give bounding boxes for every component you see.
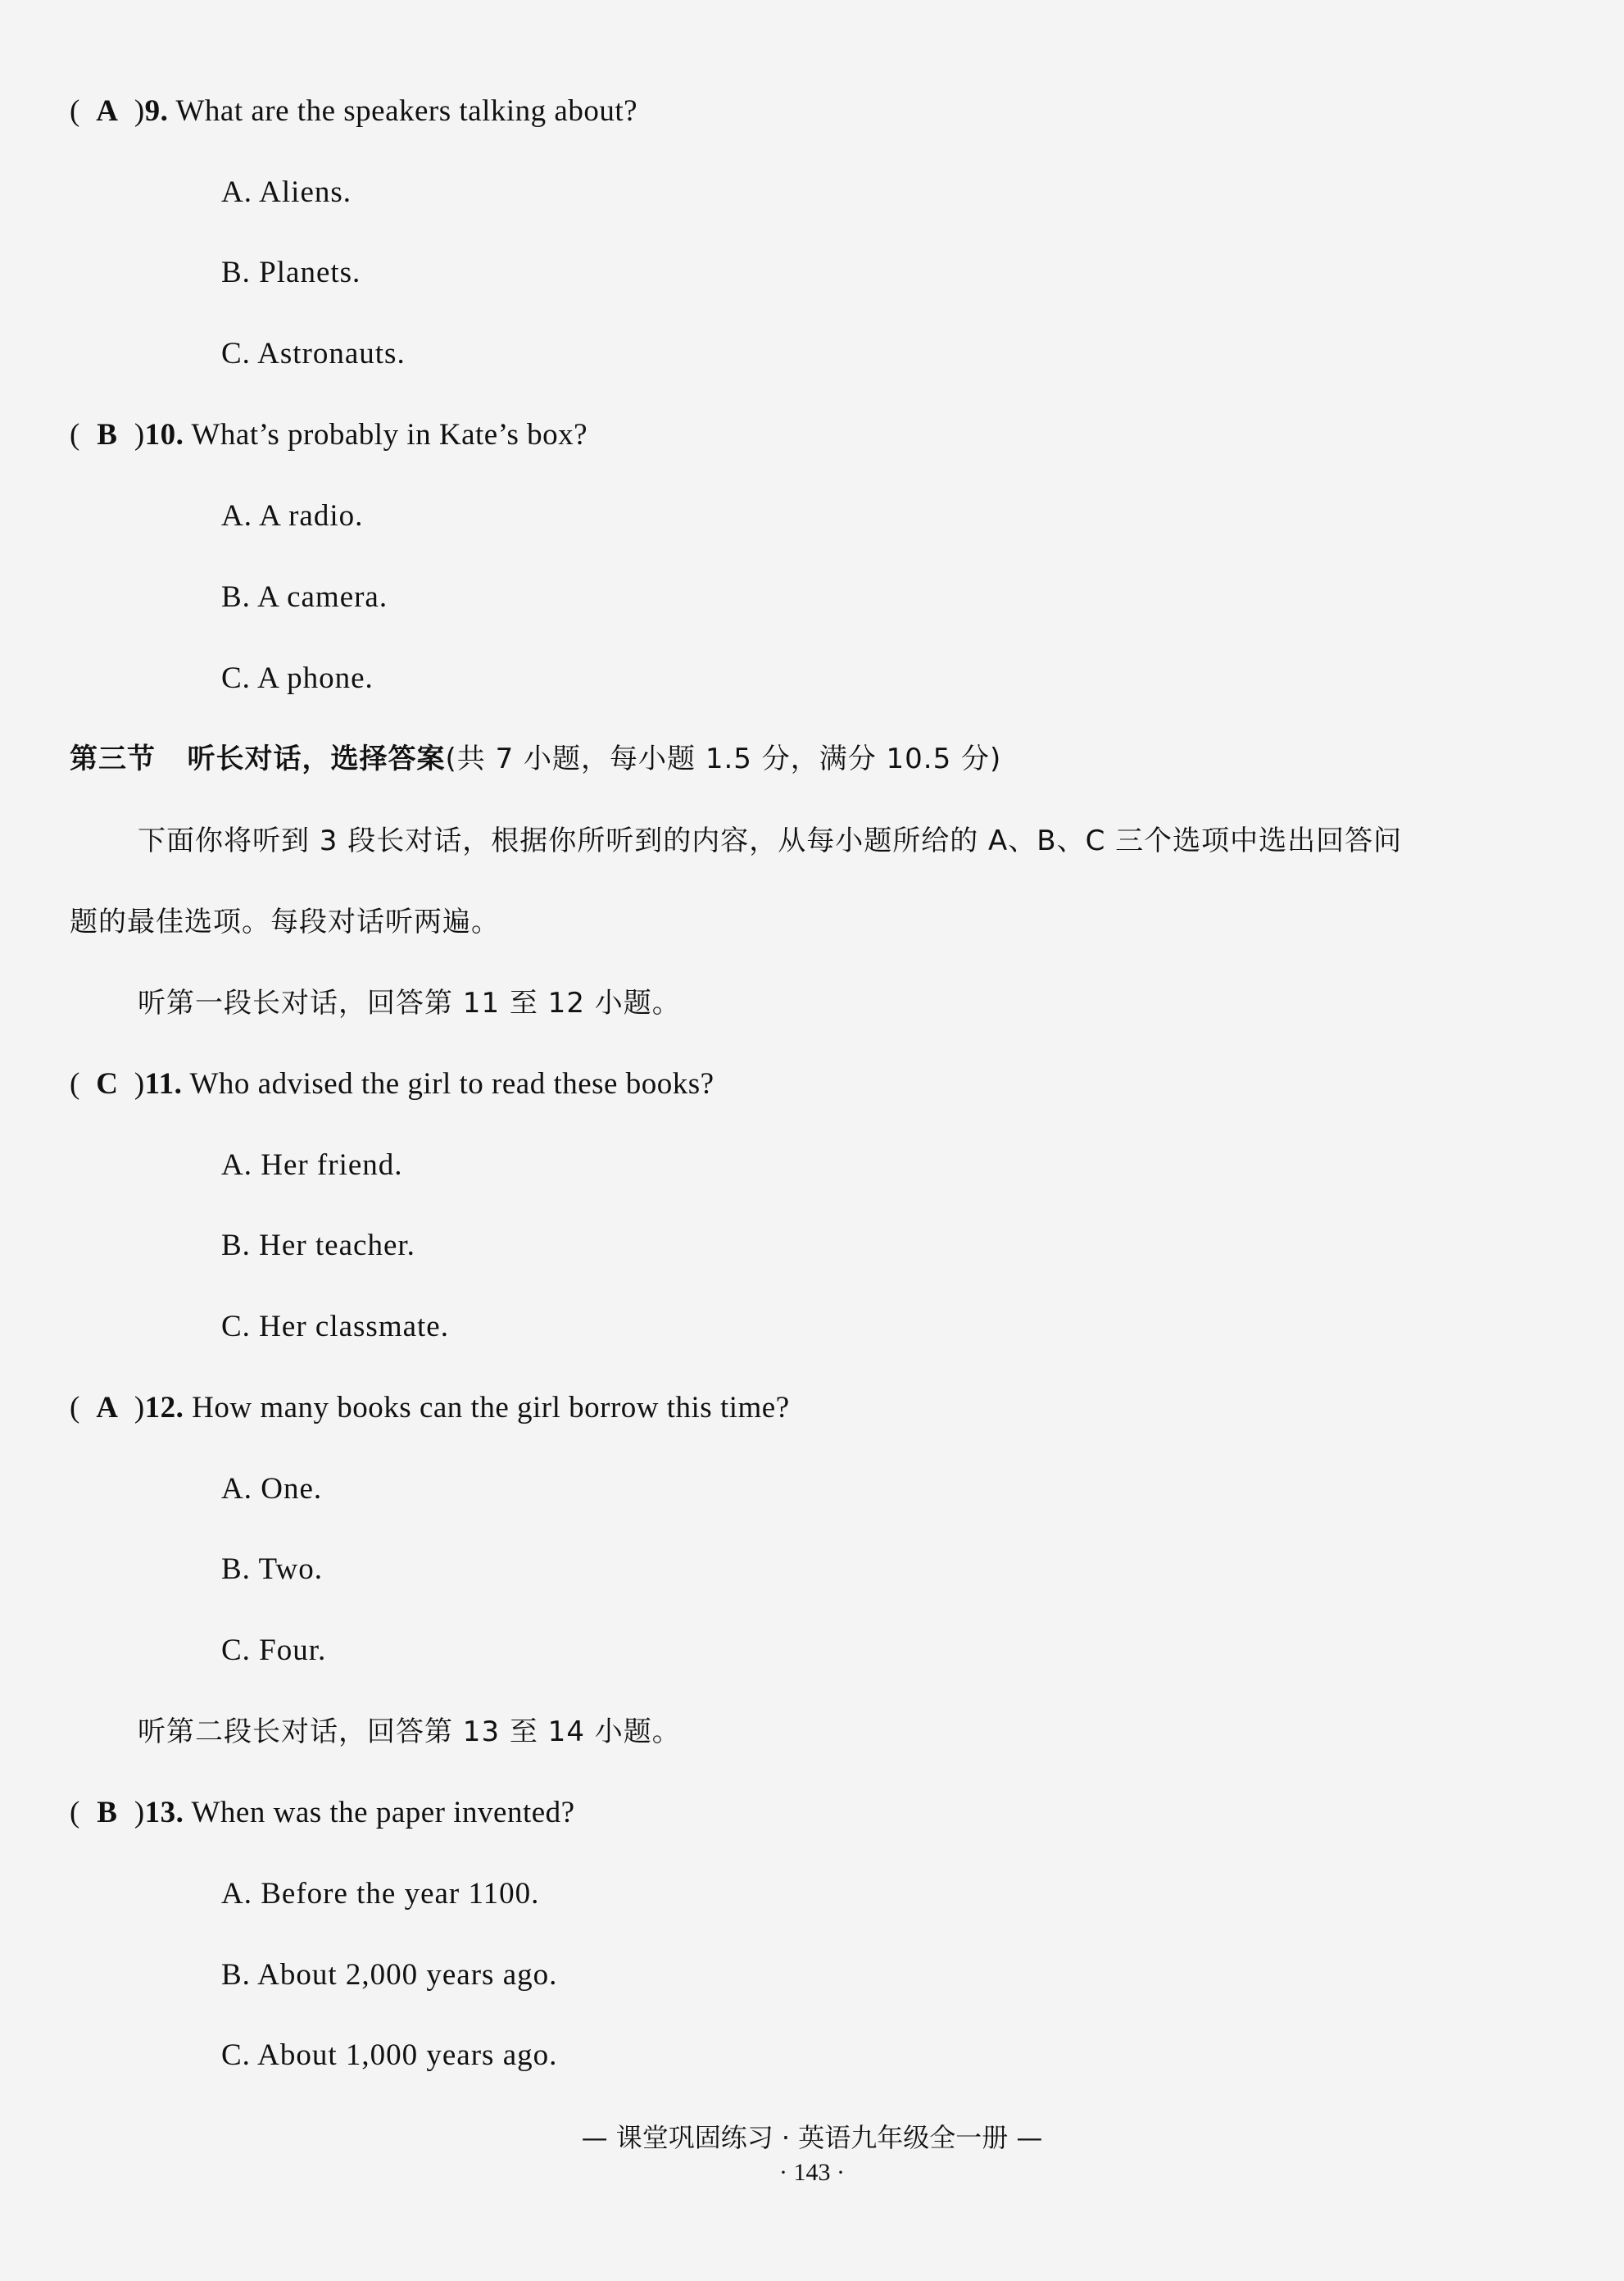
option-b: B. Her teacher.	[221, 1229, 415, 1262]
question-text: What are the speakers talking about?	[175, 94, 638, 128]
footer-book-title: — 课堂巩固练习 · 英语九年级全一册 —	[581, 2122, 1043, 2153]
answer-paren: (	[70, 94, 80, 128]
question-text: When was the paper invented?	[191, 1796, 575, 1829]
section-label: 第三节	[70, 743, 156, 775]
answer-paren: (	[70, 418, 80, 452]
section-heading	[70, 740, 1001, 778]
answer-paren: (	[70, 1796, 80, 1829]
question-9	[70, 93, 637, 130]
option-b: B. About 2,000 years ago.	[221, 1958, 558, 1992]
answer-letter: C	[96, 1067, 119, 1101]
question-number: 9.	[144, 94, 169, 128]
section-detail: (共 7 小题，每小题 1.5 分，满分 10.5 分)	[445, 743, 1002, 775]
option-c: C. A phone.	[221, 661, 374, 695]
question-number: 10.	[144, 418, 184, 452]
option-b: B. Two.	[221, 1552, 323, 1586]
answer-paren-close: )	[134, 94, 145, 128]
dialogue-2-note: 听第二段长对话，回答第 13 至 14 小题。	[138, 1715, 681, 1748]
answer-letter: A	[96, 1391, 119, 1424]
question-number: 13.	[144, 1796, 184, 1829]
dialogue-1-note: 听第一段长对话，回答第 11 至 12 小题。	[138, 987, 681, 1020]
option-b: B. A camera.	[221, 580, 388, 614]
option-c: C. Four.	[221, 1634, 327, 1667]
question-number: 11.	[144, 1067, 183, 1101]
section-title: 听长对话，选择答案	[187, 743, 446, 775]
answer-paren-close: )	[134, 418, 145, 452]
option-a: A. Her friend.	[221, 1148, 403, 1182]
option-c: C. About 1,000 years ago.	[221, 2038, 558, 2072]
answer-letter: B	[97, 1796, 118, 1829]
question-text: How many books can the girl borrow this time?	[192, 1391, 790, 1424]
section-instructions-line1: 下面你将听到 3 段长对话，根据你所听到的内容，从每小题所给的 A、B、C 三个选项中选出回答问	[138, 825, 1403, 857]
answer-paren: (	[70, 1391, 80, 1424]
question-11	[70, 1066, 714, 1103]
question-12	[70, 1389, 790, 1427]
option-a: A. One.	[221, 1472, 323, 1506]
option-c: C. Astronauts.	[221, 337, 406, 370]
question-10	[70, 416, 587, 454]
option-a: A. Aliens.	[221, 175, 352, 209]
option-c: C. Her classmate.	[221, 1310, 449, 1343]
option-a: A. Before the year 1100.	[221, 1877, 540, 1911]
question-text: Who advised the girl to read these books?	[189, 1067, 714, 1101]
answer-letter: A	[96, 94, 119, 128]
answer-paren-close: )	[134, 1796, 145, 1829]
answer-paren: (	[70, 1067, 80, 1101]
question-text: What’s probably in Kate’s box?	[191, 418, 588, 452]
option-b: B. Planets.	[221, 256, 361, 289]
option-a: A. A radio.	[221, 499, 364, 533]
question-number: 12.	[144, 1391, 184, 1424]
section-instructions-line2: 题的最佳选项。每段对话听两遍。	[70, 906, 500, 938]
answer-paren-close: )	[134, 1391, 145, 1424]
page-number: · 143 ·	[779, 2159, 845, 2186]
answer-letter: B	[97, 418, 118, 452]
question-13	[70, 1794, 575, 1832]
answer-paren-close: )	[134, 1067, 145, 1101]
